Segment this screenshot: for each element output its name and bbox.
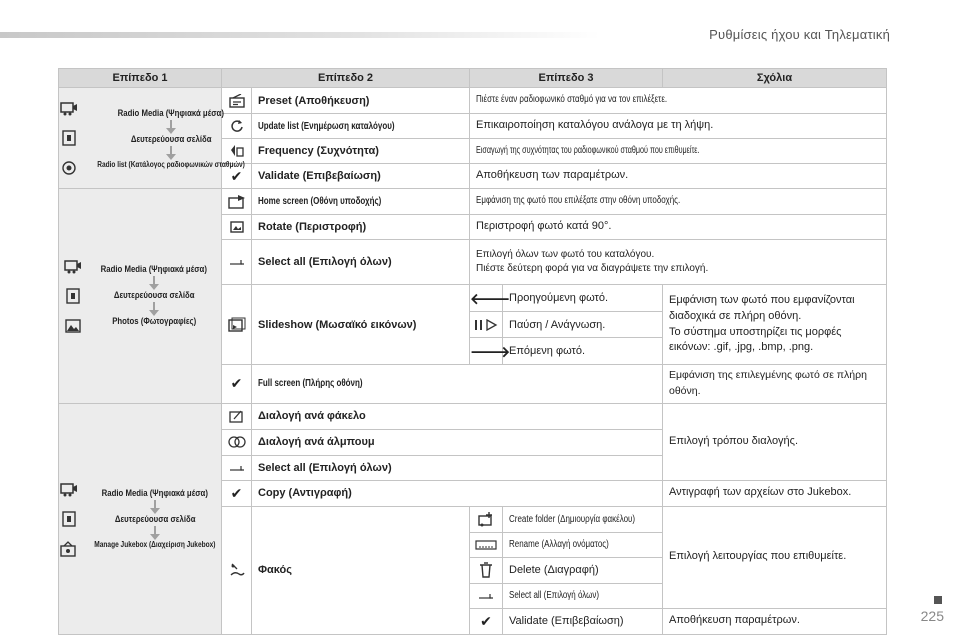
radio-list-icon: [59, 158, 79, 178]
folder-validate-comment: Αποθήκευση παραμέτρων.: [663, 608, 887, 634]
secondary-page-icon: [59, 509, 79, 529]
slideshow-icon: [222, 285, 252, 365]
chain-arrow-icon: [153, 276, 155, 285]
page-marker: [934, 596, 942, 604]
table-header-row: [59, 69, 887, 88]
pause-play-label: Παύση / Ανάγνωση.: [503, 312, 663, 338]
radio-media-icon: [63, 256, 83, 276]
home-screen-label: Home screen (Οθόνη υποδοχής): [252, 189, 470, 215]
chain-secondary-page: Δευτερεύουσα σελίδα: [113, 290, 195, 302]
next-photo-icon: 🡒: [470, 338, 503, 365]
rotate-label: Rotate (Περιστροφή): [252, 215, 470, 240]
slideshow-comment: Εμφάνιση των φωτό που εμφανίζονται διαδοχικά σε πλήρη οθόνη. Το σύστημα υποστηρίζει τις μορφές εικόνων: .gif, .jpg, .bmp, .png.: [663, 285, 887, 365]
pause-play-icon: [470, 312, 503, 338]
radio-media-icon: [59, 479, 79, 499]
chain-arrow-icon: [154, 500, 156, 509]
folder-label: Φακός: [252, 506, 470, 634]
select-all-comment: Επιλογή όλων των φωτό του καταλόγου. Πιέστε δεύτερη φορά για να διαγράψετε την επιλογή.: [470, 240, 887, 285]
create-folder-icon: [470, 506, 503, 532]
chain-secondary-page: Δευτερεύουσα σελίδα: [130, 133, 212, 145]
level1-cell-photos: [59, 189, 222, 404]
checkmark-icon: ✔: [470, 608, 503, 634]
jukebox-icon: [59, 539, 79, 559]
checkmark-icon: ✔: [222, 164, 252, 189]
sort-album-icon: [222, 429, 252, 455]
secondary-page-icon: [59, 128, 79, 148]
level1-cell-radio-list: [59, 88, 245, 189]
copy-comment: Αντιγραφή των αρχείων στο Jukebox.: [663, 480, 887, 506]
header-comments: Σχόλια: [663, 69, 887, 88]
rename-label: Rename (Αλλαγή ονόματος): [503, 532, 663, 557]
folder-validate-label: Validate (Επιβεβαίωση): [503, 608, 663, 634]
slideshow-label: Slideshow (Μωσαϊκό εικόνων): [252, 285, 470, 365]
table-row: [59, 189, 887, 215]
delete-label: Delete (Διαγραφή): [503, 557, 663, 583]
chain-photos: Photos (Φωτογραφίες): [112, 316, 197, 328]
frequency-label: Frequency (Συχνότητα): [252, 139, 470, 164]
page-number: 225: [920, 608, 944, 624]
home-screen-icon: [222, 189, 252, 215]
rotate-icon: [222, 215, 252, 240]
select-all-label: Select all (Επιλογή όλων): [252, 240, 470, 285]
trash-icon: [470, 557, 503, 583]
full-screen-label: Full screen (Πλήρης οθόνη): [252, 365, 663, 404]
next-photo-label: Επόμενη φωτό.: [503, 338, 663, 365]
settings-table: [58, 68, 887, 635]
update-list-label: Update list (Ενημέρωση καταλόγου): [252, 114, 470, 139]
radio-media-icon: [59, 98, 79, 118]
chain-radio-media: Radio Media (Ψηφιακά μέσα): [101, 264, 208, 276]
select-all-icon: [470, 583, 503, 608]
rename-icon: [470, 532, 503, 557]
chain-arrow-icon: [154, 526, 156, 535]
sort-comment: Επιλογή τρόπου διαλογής.: [663, 403, 887, 480]
header-level-2: Επίπεδο 2: [222, 69, 470, 88]
chain-arrow-icon: [153, 302, 155, 311]
sort-folder-icon: [222, 403, 252, 429]
copy-label: Copy (Αντιγραφή): [252, 480, 663, 506]
chain-secondary-page: Δευτερεύουσα σελίδα: [114, 514, 196, 526]
previous-photo-label: Προηγούμενη φωτό.: [503, 285, 663, 312]
select-all-icon: [222, 240, 252, 285]
level1-cell-jukebox: [59, 403, 222, 634]
page-section-title: Ρυθμίσεις ήχου και Τηλεματική: [709, 27, 890, 42]
create-folder-label: Create folder (Δημιουργία φακέλου): [503, 506, 663, 532]
photos-icon: [63, 316, 83, 336]
home-screen-comment: Εμφάνιση της φωτό που επιλέξατε στην οθόνη υποδοχής.: [470, 189, 887, 215]
chain-radio-media: Radio Media (Ψηφιακά μέσα): [117, 107, 225, 119]
preset-comment: Πιέστε έναν ραδιοφωνικό σταθμό για να τον επιλέξετε.: [470, 88, 887, 114]
preset-label: Preset (Αποθήκευση): [252, 88, 470, 114]
table-row: [59, 403, 887, 429]
checkmark-icon: ✔: [222, 480, 252, 506]
chain-arrow-icon: [170, 120, 172, 129]
sort-album-label: Διαλογή ανά άλμπουμ: [252, 429, 663, 455]
chain-manage-jukebox: Manage Jukebox (Διαχείριση Jukebox): [94, 540, 216, 550]
previous-photo-icon: 🡐: [470, 285, 503, 312]
chain-radio-list: Radio list (Κατάλογος ραδιοφωνικών σταθμών): [97, 159, 245, 169]
folder-select-all-label: Select all (Επιλογή όλων): [503, 583, 663, 608]
header-level-1: Επίπεδο 1: [59, 69, 222, 88]
validate-comment: Αποθήκευση των παραμέτρων.: [470, 164, 887, 189]
frequency-comment: Εισαγωγή της συχνότητας του ραδιοφωνικού σταθμού που επιθυμείτε.: [470, 139, 887, 164]
chain-radio-media: Radio Media (Ψηφιακά μέσα): [101, 488, 209, 500]
select-all-icon: [222, 455, 252, 480]
jukebox-select-all-label: Select all (Επιλογή όλων): [252, 455, 663, 480]
secondary-page-icon: [63, 286, 83, 306]
chain-arrow-icon: [170, 146, 172, 155]
rotate-comment: Περιστροφή φωτό κατά 90°.: [470, 215, 887, 240]
checkmark-icon: ✔: [222, 365, 252, 404]
header-level-3: Επίπεδο 3: [470, 69, 663, 88]
sort-folder-label: Διαλογή ανά φάκελο: [252, 403, 663, 429]
full-screen-comment: Εμφάνιση της επιλεγμένης φωτό σε πλήρη οθόνη.: [663, 365, 887, 404]
folder-comment: Επιλογή λειτουργίας που επιθυμείτε.: [663, 506, 887, 608]
validate-label: Validate (Επιβεβαίωση): [252, 164, 470, 189]
header-rule: [0, 32, 600, 38]
table-row: [59, 88, 887, 114]
update-list-comment: Επικαιροποίηση καταλόγου ανάλογα με τη λήψη.: [470, 114, 887, 139]
